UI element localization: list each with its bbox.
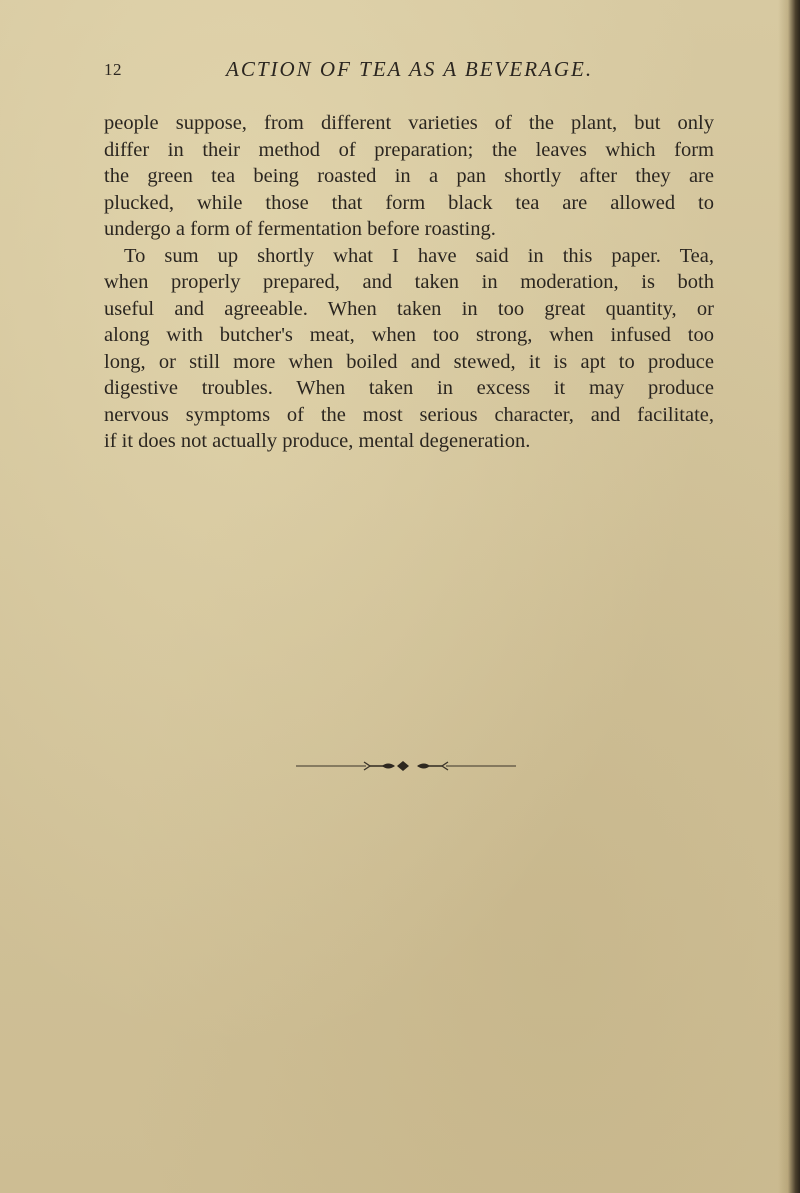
text-line: useful and agreeable. When taken in too great quantity, or xyxy=(104,297,714,320)
page-edge-shadow xyxy=(778,0,800,1193)
text-line: the green tea being roasted in a pan shortly after they are xyxy=(104,165,714,187)
running-title: ACTION OF TEA AS A BEVERAGE. xyxy=(226,57,594,81)
body-text xyxy=(104,110,714,455)
text-line: if it does not actually produce, mental degeneration. xyxy=(104,430,531,452)
text-line: when properly prepared, and taken in moderation, is both xyxy=(104,271,714,293)
text-line: people suppose, from different varieties of the plant, but only xyxy=(104,112,714,134)
text-line: differ in their method of preparation; the leaves which form xyxy=(104,138,714,161)
running-head xyxy=(104,57,714,90)
text-line: undergo a form of fermentation before roasting. xyxy=(104,218,496,240)
text-line: nervous symptoms of the most serious character, and facilitate, xyxy=(104,403,714,426)
text-line: along with butcher's meat, when too strong, when infused too xyxy=(104,324,714,346)
text-line: digestive troubles. When taken in excess it may produce xyxy=(104,377,714,399)
page-number: 12 xyxy=(104,60,122,79)
text-line: plucked, while those that form black tea are allowed to xyxy=(104,191,714,214)
section-end-ornament-icon xyxy=(296,758,516,774)
text-line: long, or still more when boiled and stewed, it is apt to produce xyxy=(104,350,714,373)
text-line: To sum up shortly what I have said in this paper. Tea, xyxy=(124,244,714,267)
